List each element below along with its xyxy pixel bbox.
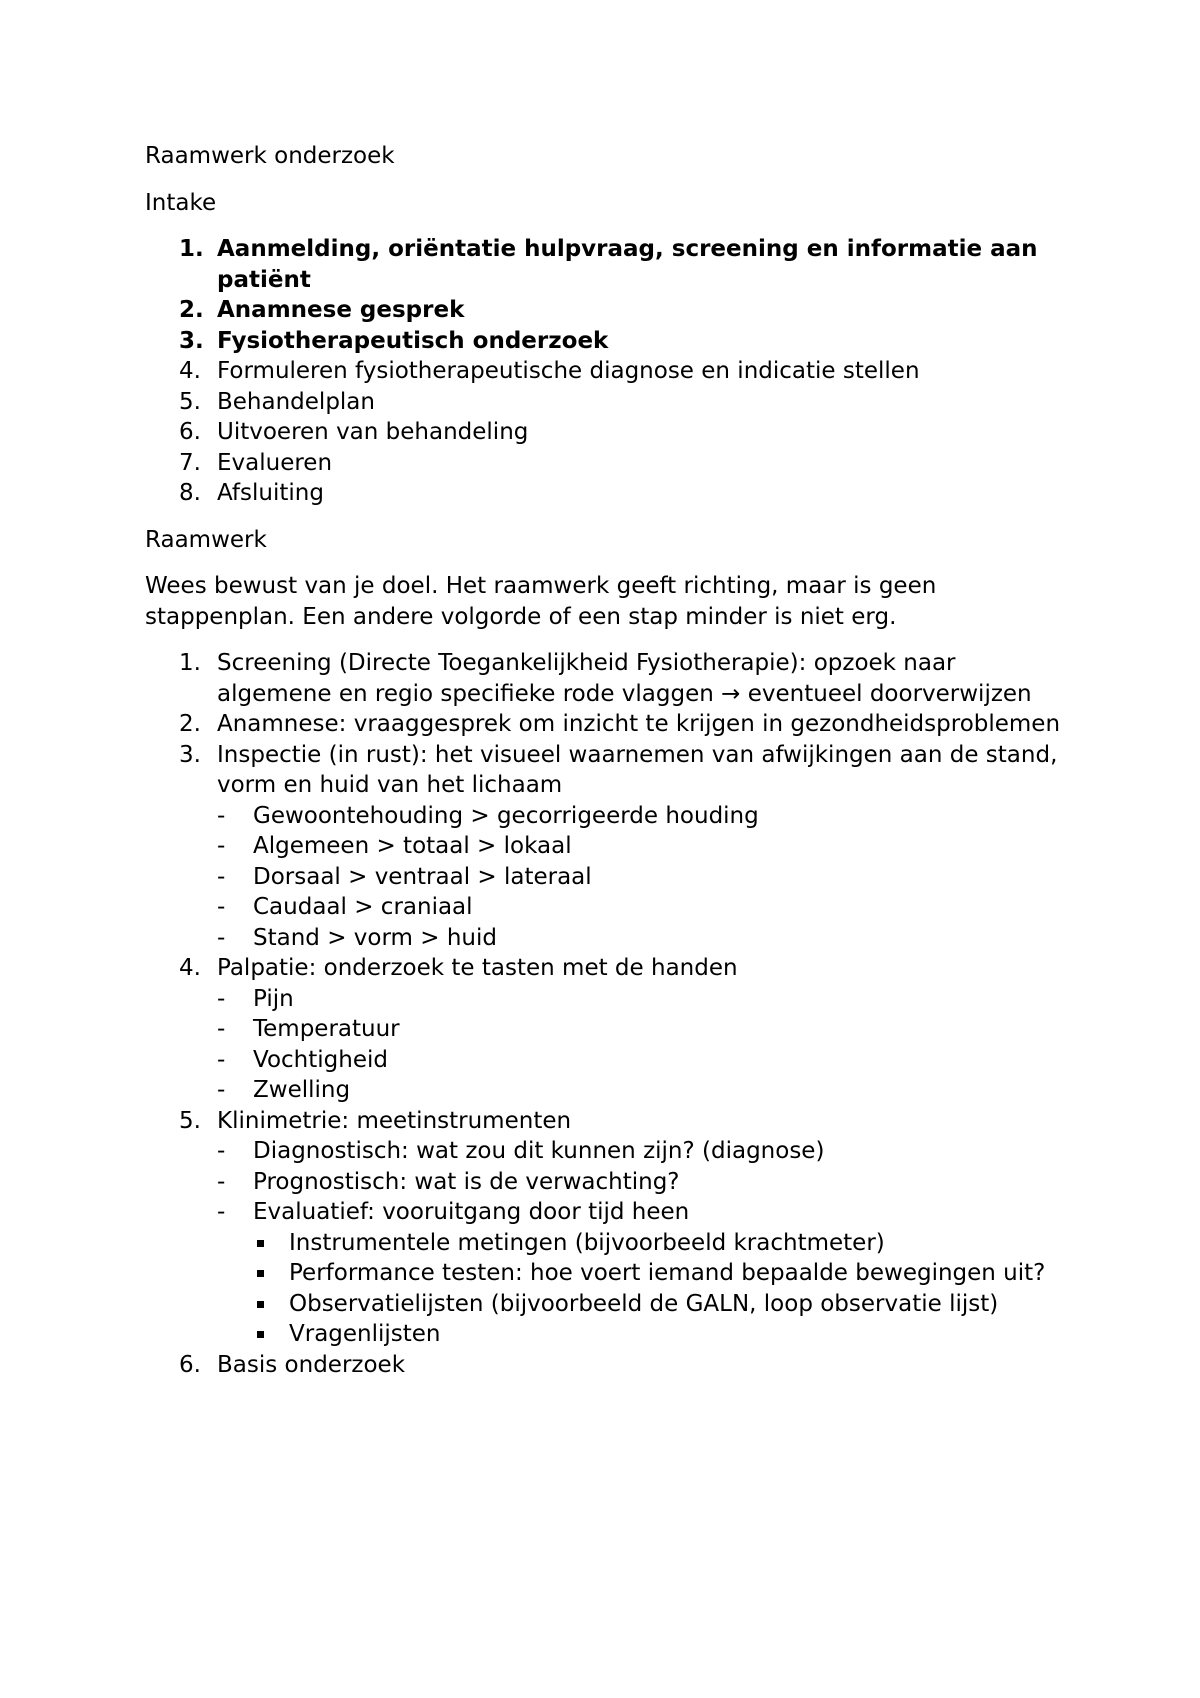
inspectie-sublist [217,801,1065,954]
list-item: - Gewoontehouding > gecorrigeerde houding [217,802,759,829]
list-item: 4. Palpatie: onderzoek te tasten met de handen - Pijn - Temperatuur - Vochtigheid - Zwelling [145,953,1065,1106]
palpatie-sublist [217,984,1065,1106]
list-item: Instrumentele metingen (bijvoorbeeld krachtmeter) [253,1228,1065,1259]
square-bullet-icon [257,1240,264,1247]
klinimetrie-sublist [217,1136,1065,1350]
list-item: 3. Inspectie (in rust): het visueel waarnemen van afwijkingen aan de stand, vorm en huid van het lichaam - Gewoontehouding > gecorrigeerde houding - Algemeen > totaal > lokaal - Dorsaal > ventraal > lateraal - Caudaal > craniaal - Stand > vorm > huid [145,740,1065,954]
list-item: - Prognostisch: wat is de verwachting? [217,1168,680,1195]
list-item: - Zwelling [217,1077,351,1103]
list-item: 1. Screening (Directe Toegankelijkheid Fysiotherapie): opzoek naar algemene en regio specifieke rode vlaggen → eventueel doorverwijzen [179,650,1032,707]
list-item: - Pijn [217,985,294,1012]
square-bullet-icon [257,1331,264,1338]
list-item: 2. Anamnese gesprek [179,297,465,323]
list-item: - Dorsaal > ventraal > lateraal [217,863,592,890]
list-item: - Evaluatief: vooruitgang door tijd heen Instrumentele metingen (bijvoorbeeld krachtmeter) Performance testen: hoe voert iemand bepaalde bewegingen uit? Observatielijsten (bijvoorbeeld de GALN, loop observatie lijst) Vragenlijsten [217,1197,1065,1350]
list-item: - Stand > vorm > huid [217,924,497,951]
raamwerk-heading: Raamwerk [145,526,267,553]
list-item: 7. Evalueren [179,449,333,476]
list-item: 3. Fysiotherapeutisch onderzoek [179,327,609,354]
list-item: - Vochtigheid [217,1046,388,1073]
raamwerk-intro: Wees bewust van je doel. Het raamwerk geeft richting, maar is geen stappenplan. Een andere volgorde of een stap minder is niet erg. [145,573,937,630]
square-bullet-icon [257,1270,264,1277]
arrow-right-icon: → [721,680,741,707]
list-item: - Algemeen > totaal > lokaal [217,833,572,859]
list-item: - Diagnostisch: wat zou dit kunnen zijn? (diagnose) [217,1138,825,1164]
list-item: 6. Uitvoeren van behandeling [179,419,529,445]
list-item: 4. Formuleren fysiotherapeutische diagnose en indicatie stellen [179,358,920,384]
list-item: 6. Basis onderzoek [179,1351,406,1378]
list-item: 1. Aanmelding, oriëntatie hulpvraag, screening en informatie aan patiënt [179,236,1038,293]
square-bullet-icon [257,1301,264,1308]
list-item: 5. Klinimetrie: meetinstrumenten - Diagnostisch: wat zou dit kunnen zijn? (diagnose) - Prognostisch: wat is de verwachting? - Evaluatief: vooruitgang door tijd heen Instrumentele metingen (bijvoorbeeld krachtmeter) Performance testen: hoe voert iemand bepaalde bewegingen uit? Observatielijsten (bijvoorbeeld de GALN, loop observatie lijst) Vragenlijsten [145,1106,1065,1350]
intake-steps-list [145,234,1065,509]
list-item: 5. Behandelplan [179,388,375,415]
list-item: Observatielijsten (bijvoorbeeld de GALN, loop observatie lijst) [253,1289,1065,1320]
list-item: 2. Anamnese: vraaggesprek om inzicht te krijgen in gezondheidsproblemen [179,711,1061,737]
list-item: Vragenlijsten [253,1319,1065,1350]
list-item: - Temperatuur [217,1016,400,1042]
list-item: Performance testen: hoe voert iemand bepaalde bewegingen uit? [253,1258,1065,1289]
evaluatief-sublist [253,1228,1065,1350]
list-item: 8. Afsluiting [179,480,324,506]
intake-heading: Intake [145,189,217,216]
document-page [145,141,1065,1396]
document-title: Raamwerk onderzoek [145,143,395,169]
raamwerk-steps-list [145,648,1065,1380]
list-item: - Caudaal > craniaal [217,894,473,920]
